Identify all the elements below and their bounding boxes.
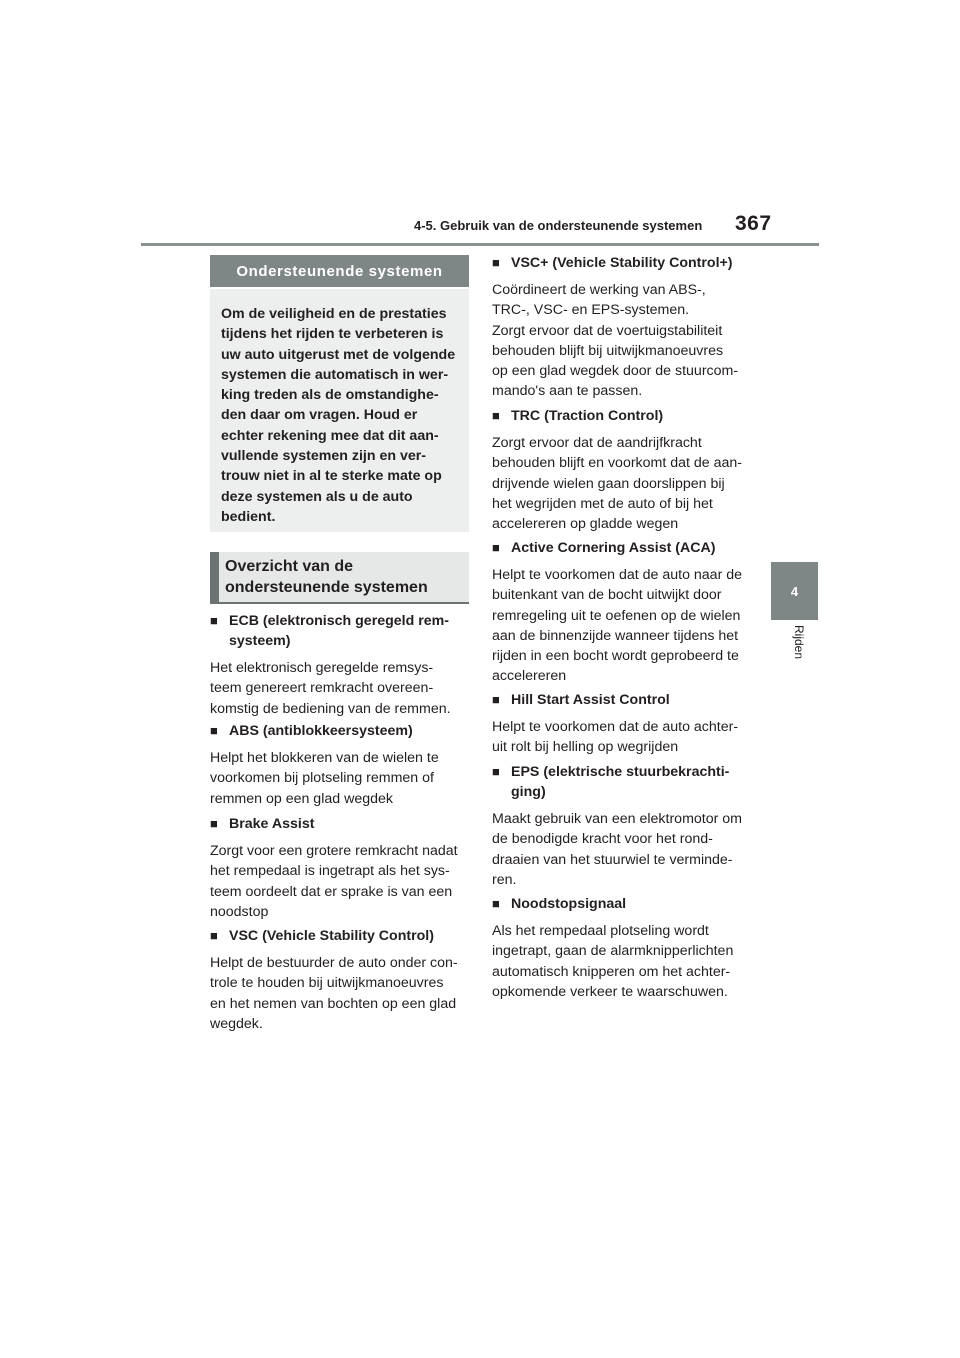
square-bullet-icon: ■ (492, 540, 500, 555)
item-title-line: VSC+ (Vehicle Stability Control+) (511, 255, 733, 271)
item-body-line: drijvende wielen gaan doorslippen bij (492, 475, 725, 492)
running-header: 4-5. Gebruik van de ondersteunende systemen (414, 218, 703, 233)
system-item-vsc (210, 926, 480, 1034)
item-body-line: noodstop (210, 903, 269, 920)
item-title (492, 690, 762, 710)
item-body-line: mando's aan te passen. (492, 383, 643, 400)
intro-box (210, 289, 469, 532)
intro-line: tijdens het rijden te verbeteren is (221, 326, 444, 343)
item-title-line: ECB (elektronisch geregeld rem- (229, 613, 449, 629)
square-bullet-icon: ■ (210, 723, 218, 738)
item-title (210, 814, 480, 834)
item-body-line: Coördineert de werking van ABS-, (492, 282, 706, 298)
item-body (210, 658, 480, 719)
item-body (492, 280, 762, 402)
system-item-vsc-plus (492, 253, 762, 402)
item-title-line: TRC (Traction Control) (511, 408, 664, 424)
intro-line: vullende systemen zijn en ver- (221, 448, 427, 465)
square-bullet-icon: ■ (492, 408, 500, 423)
intro-line: bedient. (221, 508, 276, 525)
subsection-title-line: ondersteunende systemen (225, 579, 428, 596)
item-title (210, 721, 480, 741)
item-title-line: ging) (511, 784, 546, 800)
intro-line: trouw niet in al te sterke mate op (221, 468, 442, 485)
item-body-line: Het elektronisch geregelde remsys- (210, 660, 434, 676)
item-body-line: Als het rempedaal plotseling wordt (492, 923, 709, 939)
item-body-line: de benodigde kracht voor het rond- (492, 831, 713, 848)
item-body-line: en het nemen van bochten op een glad (210, 995, 457, 1012)
system-item-hill-start (492, 690, 762, 758)
item-body-line: accelereren (492, 668, 567, 685)
item-body-line: komstig de bediening van de remmen. (210, 700, 451, 717)
item-body (492, 809, 762, 890)
subsection-title-line: Overzicht van de (225, 558, 354, 575)
system-item-abs (210, 721, 480, 809)
item-title-line: Hill Start Assist Control (511, 692, 670, 708)
item-body-line: rijden in een bocht wordt geprobeerd te (492, 648, 739, 665)
system-item-aca (492, 538, 762, 687)
item-body-line: het rempedaal is ingetrapt als het sys- (210, 863, 450, 880)
item-title-line: ABS (antiblokkeersysteem) (229, 723, 413, 739)
system-item-noodstopsignaal (492, 894, 762, 1002)
item-title-line: Active Cornering Assist (ACA) (511, 540, 716, 556)
page-number: 367 (735, 212, 772, 235)
item-body (210, 953, 480, 1034)
item-body-line: Zorgt voor een grotere remkracht nadat (210, 843, 458, 859)
square-bullet-icon: ■ (492, 692, 500, 707)
item-body-line: accelereren op gladde wegen (492, 516, 679, 533)
chapter-number: 4 (790, 583, 799, 599)
intro-line: Om de veiligheid en de prestaties (221, 306, 447, 322)
item-title (492, 894, 762, 914)
item-body-line: Helpt de bestuurder de auto onder con- (210, 955, 458, 971)
square-bullet-icon: ■ (210, 613, 218, 628)
item-body-line: buitenkant van de bocht uitwijkt door (492, 587, 722, 604)
section-title: Ondersteunende systemen (210, 255, 469, 287)
item-body (492, 565, 762, 687)
intro-line: systemen die automatisch in wer- (221, 366, 449, 383)
chapter-tab (771, 562, 818, 620)
square-bullet-icon: ■ (492, 255, 500, 270)
item-title-line: EPS (elektrische stuurbekrachti- (511, 764, 730, 780)
item-body-line: Helpt te voorkomen dat de auto achter- (492, 719, 739, 735)
item-body-line: behouden blijft bij uitwijkmanoeuvres (492, 342, 724, 359)
intro-line: uw auto uitgerust met de volgende (221, 346, 456, 363)
item-body-line: het wegrijden met de auto of bij het (492, 495, 713, 512)
item-body-line: trole te houden bij uitwijkmanoeuvres (210, 975, 444, 992)
item-body (492, 433, 762, 534)
intro-line: king treden als de omstandighe- (221, 387, 439, 404)
intro-line: echter rekening mee dat dit aan- (221, 427, 439, 444)
square-bullet-icon: ■ (492, 764, 500, 779)
subsection-title (210, 552, 469, 604)
item-title-line: systeem) (229, 633, 291, 649)
item-body-line: Helpt te voorkomen dat de auto naar de (492, 567, 743, 583)
intro-line: den daar om vragen. Houd er (221, 407, 418, 424)
item-body-line: ingetrapt, gaan de alarmknipperlichten (492, 943, 734, 960)
system-item-eps (492, 762, 762, 890)
system-item-brake-assist (210, 814, 480, 922)
item-body-line: wegdek. (210, 1015, 263, 1032)
square-bullet-icon: ■ (210, 816, 218, 831)
item-body-line: op een glad wegdek door de stuurcom- (492, 363, 739, 380)
system-item-trc (492, 406, 762, 534)
item-body-line: voorkomen bij plotseling remmen of (210, 770, 434, 787)
system-item-ecb (210, 611, 480, 719)
item-title (492, 538, 762, 558)
item-title (492, 762, 762, 802)
item-body-line: remregeling uit te oefenen op de wielen (492, 607, 741, 624)
item-body-line: Zorgt ervoor dat de aandrijfkracht (492, 435, 702, 451)
item-title-line: Noodstopsignaal (511, 896, 627, 912)
item-title (210, 926, 480, 946)
item-body (492, 717, 762, 758)
item-body-line: ren. (492, 871, 517, 888)
item-body-line: teem genereert remkracht overeen- (210, 680, 434, 697)
item-body-line: remmen op een glad wegdek (210, 790, 393, 807)
item-title (492, 406, 762, 426)
header-rule (141, 243, 819, 246)
item-body-line: teem oordeelt dat er sprake is van een (210, 883, 453, 900)
item-body-line: automatisch knipperen om het achter- (492, 963, 731, 980)
item-body-line: behouden blijft en voorkomt dat de aan- (492, 455, 743, 472)
item-body (492, 921, 762, 1002)
item-title-line: Brake Assist (229, 816, 315, 832)
item-body-line: draaien van het stuurwiel te verminde- (492, 851, 733, 868)
item-body-line: uit rolt bij helling op wegrijden (492, 739, 679, 756)
square-bullet-icon: ■ (210, 928, 218, 943)
item-body-line: Maakt gebruik van een elektromotor om (492, 811, 742, 827)
intro-line: deze systemen als u de auto (221, 488, 413, 505)
item-body-line: TRC-, VSC- en EPS-systemen. (492, 302, 690, 319)
chapter-label: Rijden (792, 625, 806, 660)
item-title (492, 253, 762, 273)
item-body-line: Helpt het blokkeren van de wielen te (210, 750, 439, 766)
item-title (210, 611, 480, 651)
item-body-line: opkomende verkeer te waarschuwen. (492, 983, 728, 1000)
square-bullet-icon: ■ (492, 896, 500, 911)
item-body-line: Zorgt ervoor dat de voertuigstabiliteit (492, 322, 723, 339)
item-body (210, 748, 480, 809)
item-body (210, 841, 480, 922)
item-body-line: aan de binnenzijde wanneer tijdens het (492, 627, 739, 644)
item-title-line: VSC (Vehicle Stability Control) (229, 928, 434, 944)
